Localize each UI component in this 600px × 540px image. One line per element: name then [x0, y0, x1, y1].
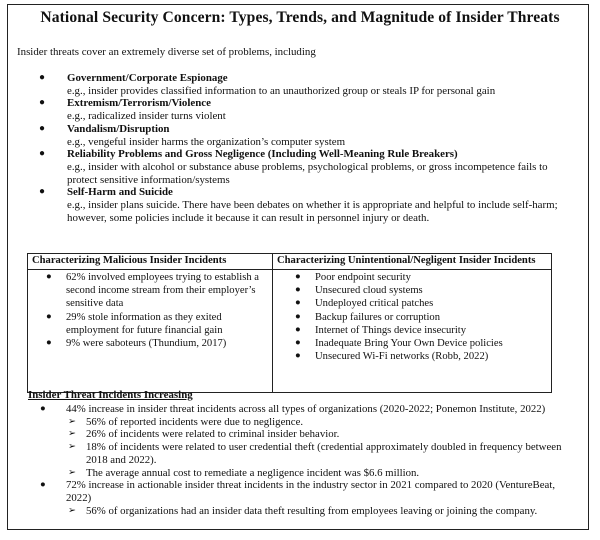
- threat-type-heading: Government/Corporate Espionage: [67, 72, 228, 84]
- negligent-header: Characterizing Unintentional/Negligent Insider Incidents: [273, 254, 552, 270]
- malicious-item: [32, 337, 268, 350]
- bullet-icon: ●: [46, 338, 52, 349]
- negligent-cell: [273, 270, 552, 393]
- increase-subpoint-text: 56% of organizations had an insider data theft resulting from employees leaving or joining the company.: [86, 504, 538, 517]
- section-heading: Insider Threat Incidents Increasing: [28, 389, 193, 401]
- malicious-item-text: 29% stole information as they exited employment for future financial gain: [66, 311, 223, 336]
- malicious-item: [32, 311, 268, 337]
- increase-subpoint: [28, 416, 574, 429]
- bullet-icon: ●: [39, 97, 46, 109]
- increase-subpoint-text: The average annual cost to remediate a negligence incident was $6.6 million.: [86, 466, 420, 479]
- increase-list: [28, 403, 574, 517]
- bullet-icon: ●: [46, 311, 52, 322]
- bullet-icon: ●: [295, 351, 301, 362]
- increase-subpoint-text: 26% of incidents were related to criminal insider behavior.: [86, 428, 340, 441]
- malicious-item-text: 9% were saboteurs (Thundium, 2017): [66, 338, 227, 350]
- negligent-item: [277, 337, 547, 350]
- increase-subpoint-text: 56% of reported incidents were due to negligence.: [86, 415, 304, 428]
- malicious-item-text: 62% involved employees trying to establish a second income stream from their employer’s sensitive data: [66, 272, 260, 310]
- bullet-icon: ●: [40, 404, 46, 414]
- malicious-header: Characterizing Malicious Insider Incidents: [28, 254, 273, 270]
- negligent-item: [277, 350, 547, 363]
- negligent-item-text: Undeployed critical patches: [315, 298, 434, 310]
- bullet-icon: ●: [39, 186, 46, 198]
- arrow-icon: ➢: [68, 467, 76, 478]
- negligent-item: [277, 324, 547, 337]
- bullet-icon: ●: [295, 298, 301, 309]
- threat-type-example: e.g., insider provides classified information to an unauthorized group or steals IP for personal gain: [67, 84, 496, 97]
- threat-type-item: [28, 148, 576, 186]
- bullet-icon: ●: [39, 148, 46, 160]
- threat-type-example: e.g., radicalized insider turns violent: [67, 110, 226, 123]
- bullet-icon: ●: [40, 480, 46, 491]
- negligent-item-text: Internet of Things device insecurity: [315, 324, 467, 336]
- arrow-icon: ➢: [68, 442, 76, 453]
- increase-subpoint: [28, 428, 574, 441]
- intro-text: Insider threats cover an extremely diverse set of problems, including: [17, 46, 316, 58]
- negligent-item: [277, 297, 547, 310]
- increase-subpoint: [28, 505, 574, 518]
- threat-type-example: e.g., insider with alcohol or substance abuse problems, psychological problems, or gross incompetence fails to protect sensitive information/systems: [67, 160, 548, 186]
- negligent-item-text: Backup failures or corruption: [315, 311, 441, 323]
- negligent-item-text: Unsecured cloud systems: [315, 285, 423, 297]
- threat-type-heading: Self-Harm and Suicide: [67, 186, 173, 199]
- negligent-item-text: Poor endpoint security: [315, 272, 411, 283]
- threat-type-item: [28, 123, 576, 148]
- threat-type-item: [28, 72, 576, 97]
- increase-point: [28, 403, 574, 416]
- threat-type-item: [28, 97, 576, 122]
- threat-type-example: e.g., vengeful insider harms the organization’s computer system: [67, 135, 346, 148]
- negligent-item-text: Inadequate Bring Your Own Device policies: [315, 338, 503, 350]
- malicious-cell: [28, 270, 273, 393]
- increase-point-text: 44% increase in insider threat incidents across all types of organizations (2020-2022; Ponemon Institute, 2022): [66, 403, 546, 415]
- increase-point-text: 72% increase in actionable insider threat incidents in the industry sector in 2021 compared to 2020 (VentureBeat, 2022): [66, 479, 556, 504]
- bullet-icon: ●: [295, 324, 301, 335]
- bullet-icon: ●: [295, 311, 301, 322]
- bullet-icon: ●: [39, 72, 46, 83]
- bullet-icon: ●: [39, 122, 46, 134]
- threat-type-item: [28, 186, 576, 224]
- malicious-item: [32, 271, 268, 311]
- page-title: National Security Concern: Types, Trends, and Magnitude of Insider Threats: [40, 9, 560, 26]
- bullet-icon: ●: [295, 338, 301, 349]
- threat-type-example: e.g., insider plans suicide. There have been debates on whether it is appropriate and helpful to include self-harm; however, some policies include it because it can result in personnel injury or death.: [67, 199, 558, 224]
- negligent-item: [277, 311, 547, 324]
- threat-types-list: [28, 72, 576, 224]
- threat-type-heading: Vandalism/Disruption: [67, 122, 170, 135]
- bullet-icon: ●: [295, 285, 301, 296]
- increase-subpoint: [28, 467, 574, 480]
- threat-type-heading: Reliability Problems and Gross Negligence (Including Well-Meaning Rule Breakers): [67, 148, 458, 161]
- bullet-icon: ●: [46, 272, 52, 282]
- arrow-icon: ➢: [68, 416, 76, 427]
- arrow-icon: ➢: [68, 429, 76, 440]
- negligent-item: [277, 271, 547, 284]
- negligent-item: [277, 284, 547, 297]
- arrow-icon: ➢: [68, 505, 76, 516]
- threat-type-heading: Extremism/Terrorism/Violence: [67, 97, 211, 110]
- bullet-icon: ●: [295, 272, 301, 282]
- increase-subpoint-text: 18% of incidents were related to user credential theft (credential approximately doubled in frequency between 2018 and 2022).: [86, 441, 562, 466]
- increase-point: [28, 479, 574, 504]
- increase-subpoint: [28, 441, 574, 466]
- negligent-item-text: Unsecured Wi-Fi networks (Robb, 2022): [315, 351, 489, 363]
- characterization-table: [27, 253, 552, 393]
